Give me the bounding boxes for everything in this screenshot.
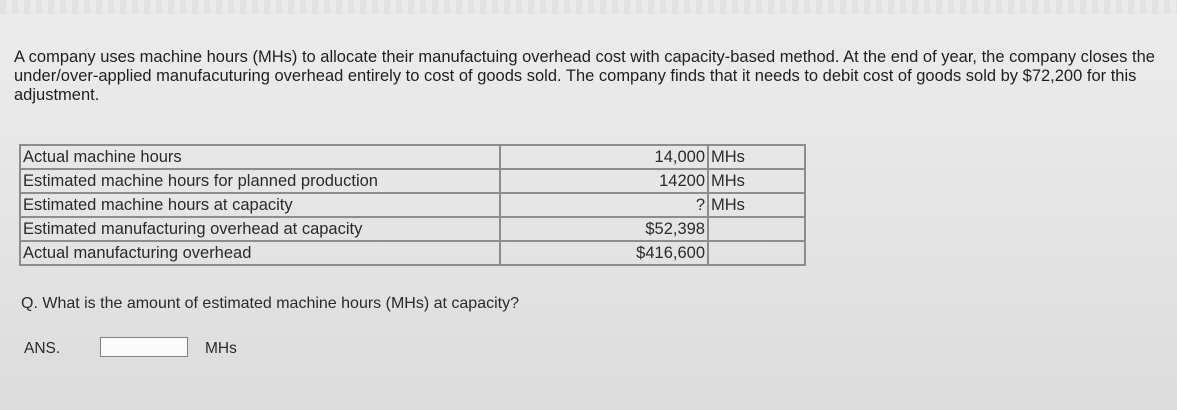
table-cell-value: $416,600 xyxy=(500,241,708,265)
table-row-estimated-overhead xyxy=(20,217,805,241)
table-cell-label: Actual machine hours xyxy=(20,145,500,169)
table-row-estimated-mh-planned xyxy=(20,169,805,193)
table-cell-empty xyxy=(708,241,805,265)
table-cell-label: Actual manufacturing overhead xyxy=(20,241,500,265)
table-cell-label: Estimated manufacturing overhead at capacity xyxy=(20,217,500,241)
table-cell-value: $52,398 xyxy=(500,217,708,241)
answer-unit-label: MHs xyxy=(205,340,237,357)
table-cell-empty xyxy=(708,217,805,241)
table-cell-value: 14200 xyxy=(500,169,708,193)
question-text: Q. What is the amount of estimated machine hours (MHs) at capacity? xyxy=(21,295,519,312)
table-cell-value: 14,000 xyxy=(500,145,708,169)
top-border-strip xyxy=(0,0,1177,14)
table-cell-unit: MHs xyxy=(708,193,805,217)
answer-label: ANS. xyxy=(24,340,61,357)
table-cell-label: Estimated machine hours for planned production xyxy=(20,169,500,193)
table-cell-value: ? xyxy=(500,193,708,217)
data-table xyxy=(19,144,806,266)
table-cell-unit: MHs xyxy=(708,169,805,193)
answer-input[interactable] xyxy=(100,337,188,357)
table-row-actual-mh xyxy=(20,145,805,169)
problem-statement: A company uses machine hours (MHs) to allocate their manufactuing overhead cost with capacity-based method. At the end of year, the company closes the under/over-applied manufacuturing overhead entirely to cost of goods sold. The company finds that it needs to debit cost of goods sold by $72,200 for this adjustment. xyxy=(14,48,1155,104)
table-cell-label: Estimated machine hours at capacity xyxy=(20,193,500,217)
table-row-actual-overhead xyxy=(20,241,805,265)
table-row-estimated-mh-capacity xyxy=(20,193,805,217)
table-cell-unit: MHs xyxy=(708,145,805,169)
